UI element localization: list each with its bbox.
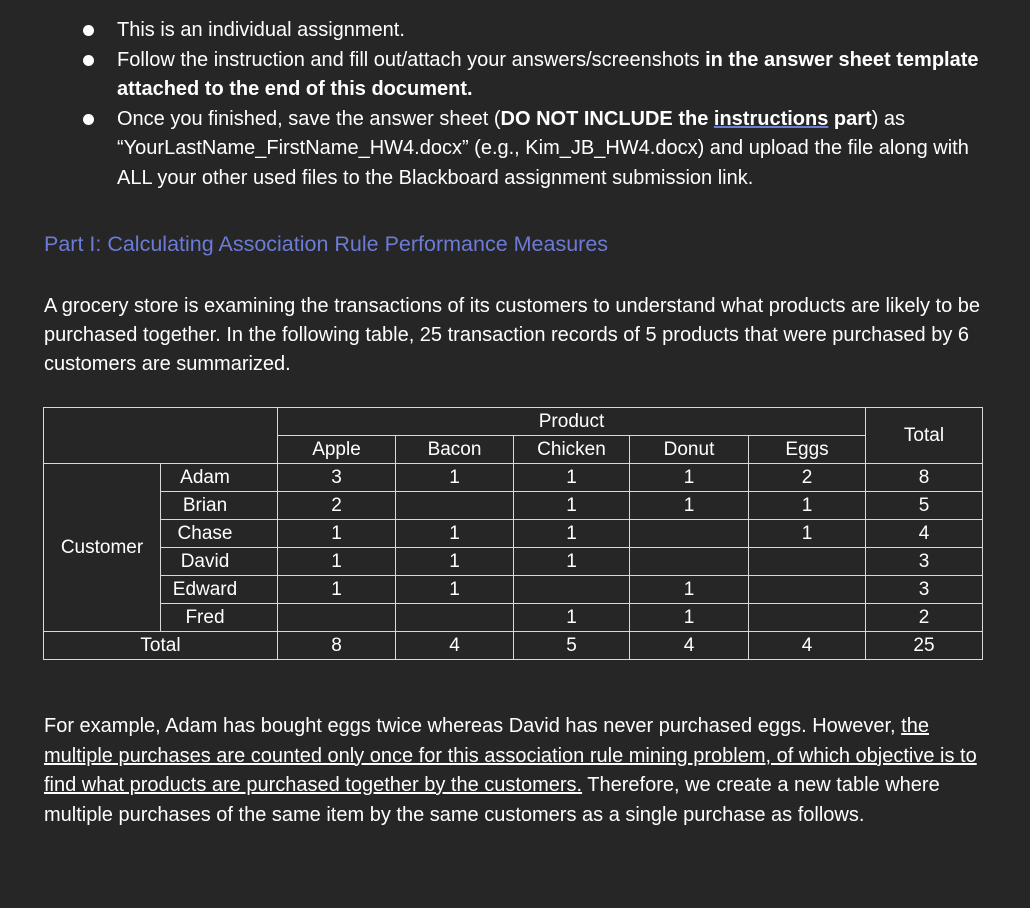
table-corner-cell — [44, 408, 278, 464]
product-column-header: Eggs — [749, 436, 866, 464]
table-cell: 1 — [396, 464, 514, 492]
customer-name: Fred — [161, 604, 278, 632]
column-total-cell: 4 — [630, 632, 749, 660]
customer-name: Edward — [161, 576, 278, 604]
product-column-header: Bacon — [396, 436, 514, 464]
total-row-label: Total — [44, 632, 278, 660]
table-cell: 1 — [514, 604, 630, 632]
product-column-header: Chicken — [514, 436, 630, 464]
product-column-header: Donut — [630, 436, 749, 464]
table-cell — [630, 548, 749, 576]
table-cell — [749, 548, 866, 576]
table-cell: 1 — [630, 604, 749, 632]
table-cell — [278, 604, 396, 632]
instruction-text: ) as “YourLastName_FirstName_HW4.docx” (e.g., Kim_JB_HW4.docx) and upload the file along with ALL your other used files to the Blackboard assignment submission link. — [117, 107, 969, 189]
table-cell: 2 — [749, 464, 866, 492]
row-total-cell: 4 — [866, 520, 983, 548]
table-cell: 1 — [514, 520, 630, 548]
table-cell: 1 — [278, 576, 396, 604]
bullet-dot-icon — [83, 25, 94, 36]
total-column-header: Total — [866, 408, 983, 464]
customer-name: Chase — [161, 520, 278, 548]
transactions-table — [43, 407, 983, 660]
bullet-dot-icon — [83, 55, 94, 66]
table-row — [44, 576, 983, 604]
instruction-item — [0, 46, 1030, 105]
explanation-text: Therefore, we create a new table where multiple purchases of the same item by the same customers as a single purchase as follows. — [44, 774, 940, 826]
table-cell: 1 — [396, 520, 514, 548]
section-heading: Part I: Calculating Association Rule Performance Measures — [44, 232, 609, 256]
column-total-cell: 5 — [514, 632, 630, 660]
totals-row — [44, 632, 983, 660]
table-row — [44, 492, 983, 520]
product-column-header: Apple — [278, 436, 396, 464]
row-total-cell: 3 — [866, 576, 983, 604]
table-cell: 1 — [749, 520, 866, 548]
table-cell — [396, 604, 514, 632]
table-cell: 1 — [514, 548, 630, 576]
table-cell: 1 — [514, 464, 630, 492]
intro-paragraph: A grocery store is examining the transactions of its customers to understand what products are likely to be purchased together. In the following table, 25 transaction records of 5 products that were purchased by 6 customers are summarized. — [44, 295, 981, 375]
customer-name: Adam — [161, 464, 278, 492]
table-cell — [630, 520, 749, 548]
instruction-bold-text: part — [828, 107, 872, 130]
instruction-text: This is an individual assignment. — [117, 19, 405, 41]
table-cell — [749, 576, 866, 604]
instruction-bold-text: in the answer sheet template attached to the end of this document. — [117, 48, 979, 100]
bullet-dot-icon — [83, 114, 94, 125]
instruction-list — [0, 16, 1030, 193]
explanation-text: For example, Adam has bought eggs twice whereas David has never purchased eggs. However, — [44, 715, 902, 737]
row-total-cell: 2 — [866, 604, 983, 632]
table-cell: 2 — [278, 492, 396, 520]
customer-name: David — [161, 548, 278, 576]
table-row — [44, 604, 983, 632]
table-cell: 1 — [749, 492, 866, 520]
table-cell — [749, 604, 866, 632]
table-row — [44, 520, 983, 548]
table-cell: 3 — [278, 464, 396, 492]
row-total-cell: 8 — [866, 464, 983, 492]
table-cell — [396, 492, 514, 520]
table-cell: 1 — [630, 492, 749, 520]
table-cell: 1 — [514, 492, 630, 520]
instruction-item — [0, 16, 1030, 46]
row-total-cell: 3 — [866, 548, 983, 576]
table-cell: 1 — [278, 548, 396, 576]
instruction-text: Once you finished, save the answer sheet ( — [117, 107, 501, 130]
table-cell — [514, 576, 630, 604]
column-total-cell: 8 — [278, 632, 396, 660]
table-cell: 1 — [278, 520, 396, 548]
table-cell: 1 — [630, 576, 749, 604]
instructions-link-text: instructions — [713, 107, 829, 130]
customer-name: Brian — [161, 492, 278, 520]
column-total-cell: 4 — [749, 632, 866, 660]
explanation-underlined-text: the multiple purchases are counted only once for this association rule mining problem, of which objective is to find what products are purchased together by the customers. — [44, 715, 977, 796]
table-row — [44, 548, 983, 576]
column-total-cell: 4 — [396, 632, 514, 660]
instruction-text: Follow the instruction and fill out/attach your answers/screenshots — [117, 48, 706, 71]
explanation-paragraph — [44, 712, 994, 830]
product-header: Product — [278, 408, 866, 436]
table-cell: 1 — [396, 548, 514, 576]
grand-total-cell: 25 — [866, 632, 983, 660]
table-cell: 1 — [630, 464, 749, 492]
customer-row-label: Customer — [44, 464, 161, 632]
row-total-cell: 5 — [866, 492, 983, 520]
instruction-item — [0, 105, 1030, 194]
instruction-bold-text: DO NOT INCLUDE the — [500, 107, 714, 130]
table-cell: 1 — [396, 576, 514, 604]
table-row — [44, 464, 983, 492]
